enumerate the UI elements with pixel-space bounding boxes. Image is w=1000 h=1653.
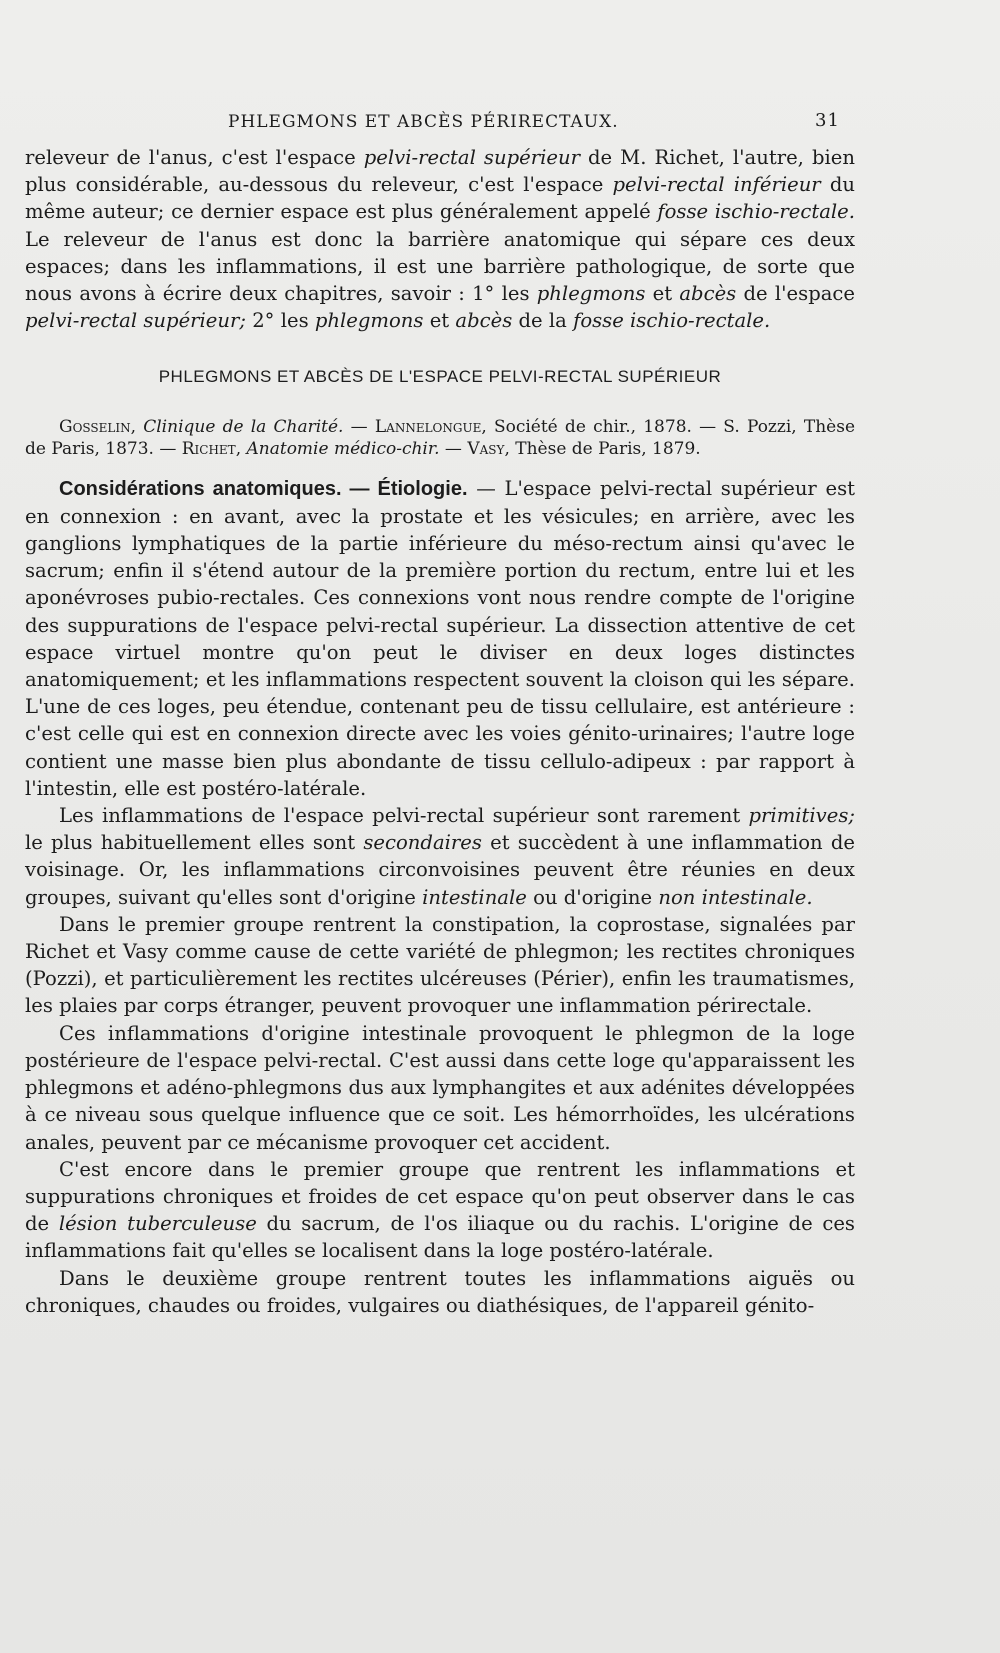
author-name: Vasy — [467, 438, 505, 459]
paragraph-heading: Considérations anatomiques. — Étiologie. — [59, 477, 468, 500]
italic-run: primitives; — [748, 804, 855, 828]
paragraph-second-group: Dans le deuxième groupe rentrent toutes les inflammations aiguës ou chroniques, chaudes ou froides, vulgaires ou diathésiques, de l'appareil génito- — [25, 1266, 855, 1317]
italic-run: Anatomie médico-chir. — [246, 438, 440, 459]
text-run: — L'espace pelvi-rectal supérieur est en connexion : en avant, avec la prostate et les vésicules; en arrière, avec les ganglions lymphatiques de la partie inférieure du méso-rectum ainsi qu'avec le sacrum; enfin il s'étend autour de la première portion du rectum, entre lui et les aponévroses pubio-rectales. Ces connexions vont nous rendre compte de l'origine des suppurations de l'espace pelvi-rectal supérieur. La dissection attentive de cet espace virtuel montre qu'on peut le diviser en deux loges distinctes anatomiquement; et les inflammations respectent souvent la cloison qui les sépare. L'une de ces loges, peu étendue, contenant peu de tissu cellulaire, est antérieure : c'est celle qui est en connexion directe avec les voies génito-urinaires; l'autre loge contient une masse bien plus abondante de tissu cellulo-adipeux : par rapport à l'intestin, elle est postéro-latérale. — [25, 476, 855, 800]
text-run: de l'espace — [736, 282, 855, 306]
text-run: , — [235, 438, 247, 459]
text-run: , Thèse de Paris, 1879. — [504, 438, 701, 459]
author-name: Richet — [181, 438, 236, 459]
running-header — [0, 112, 1000, 138]
text-run: C'est encore dans le premier groupe que rentrent les inflammations et suppurations chroniques et froides de cet espace qu'on peut observer dans le cas de — [25, 1157, 855, 1236]
paragraph-chronic — [25, 1156, 855, 1265]
text-run: et — [423, 309, 456, 333]
author-name: Gosselin — [59, 416, 131, 437]
text-run: et succèdent à une inflammation de voisinage. Or, les inflammations circonvoisines peuvent être réunies en deux groupes, suivant qu'elles sont d'origine — [25, 831, 855, 909]
italic-run: intestinale — [422, 885, 527, 909]
text-run: du sacrum, de l'os iliaque ou du rachis. L'origine de ces inflammations fait qu'elles se localisent dans la loge postéro-latérale. — [25, 1212, 855, 1263]
italic-run: Clinique de la Charité. — [143, 416, 344, 437]
italic-run: abcès — [455, 309, 513, 333]
page-body — [25, 144, 855, 1319]
text-run: du même auteur; ce dernier espace est plus généralement appelé — [25, 173, 856, 224]
running-title: PHLEGMONS ET ABCÈS PÉRIRECTAUX. — [228, 112, 619, 132]
italic-run: pelvi-rectal supérieur; — [25, 309, 246, 333]
text-run: de la — [512, 309, 574, 333]
italic-run: pelvi-rectal inférieur — [612, 173, 821, 197]
text-run: , — [130, 416, 144, 437]
italic-run: secondaires — [363, 831, 482, 855]
references — [25, 416, 855, 460]
page-number: 31 — [815, 110, 840, 131]
paragraph-origins — [25, 802, 855, 911]
text-run: ou d'origine — [526, 885, 659, 909]
intro-paragraph — [25, 144, 855, 334]
author-name: Lannelongue — [374, 416, 482, 437]
italic-run: fosse ischio-rectale. — [657, 200, 855, 224]
italic-run: phlegmons — [314, 309, 424, 333]
text-run: , Société de chir., 1878. — S. Pozzi, Thèse de Paris, 1873. — — [25, 416, 856, 459]
paragraph-intestinal: Ces inflammations d'origine intestinale provoquent le phlegmon de la loge postérieure de l'espace pelvi-rectal. C'est aussi dans cette loge qu'apparaissent les phlegmons et adéno-phlegmons dus aux lymphangites et aux adénites développées à ce niveau sous quelque influence que ce soit. Les hémorrhoïdes, les ulcérations anales, peuvent par ce mécanisme provoquer cet accident. — [25, 1021, 855, 1154]
italic-run: abcès — [679, 282, 737, 306]
text-run: Le releveur de l'anus est donc la barrière anatomique qui sépare ces deux espaces; dans les inflammations, il est une barrière pathologique, de sorte que nous avons à écrire deux chapitres, savoir : 1° les — [25, 227, 855, 306]
italic-run: non intestinale. — [658, 885, 813, 909]
italic-run: phlegmons — [536, 282, 646, 306]
section-heading: PHLEGMONS ET ABCÈS DE L'ESPACE PELVI-RECTAL SUPÉRIEUR — [158, 367, 722, 387]
text-run: de M. Richet, l'autre, bien plus considérable, au-dessous du releveur, c'est l'espace — [25, 146, 855, 197]
text-run: — — [343, 416, 375, 437]
text-run: releveur de l'anus, c'est l'espace — [25, 146, 364, 169]
italic-run: pelvi-rectal supérieur — [363, 146, 580, 169]
italic-run: lésion tuberculeuse — [58, 1212, 257, 1236]
italic-run: fosse ischio-rectale. — [573, 309, 771, 333]
text-run: — — [439, 438, 468, 459]
text-run: 2° les — [245, 309, 315, 333]
text-run: le plus habituellement elles sont — [25, 831, 364, 855]
paragraph-first-group: Dans le premier groupe rentrent la constipation, la coprostase, signalées par Richet et Vasy comme cause de cette variété de phlegmon; les rectites chroniques (Pozzi), et particulièrement les rectites ulcéreuses (Périer), enfin les traumatismes, les plaies par corps étranger, peuvent provoquer une inflammation périrectale. — [25, 912, 855, 1018]
text-run: Les inflammations de l'espace pelvi-rectal supérieur sont rarement — [59, 804, 749, 828]
paragraph-anatomy — [25, 475, 855, 802]
text-run: et — [645, 282, 680, 306]
